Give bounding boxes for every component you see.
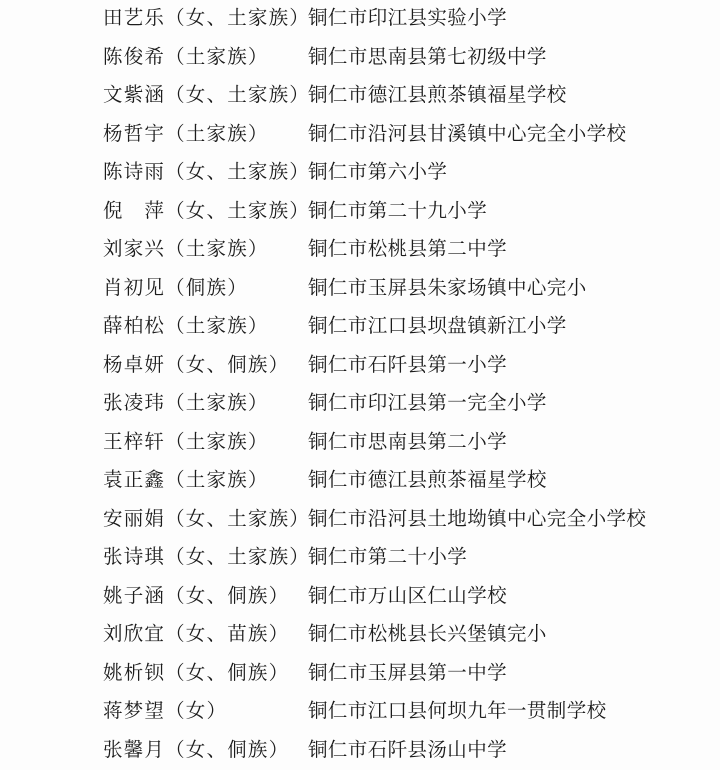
list-item bbox=[0, 462, 720, 501]
list-item bbox=[0, 578, 720, 617]
student-name: 田艺乐（女、土家族） bbox=[103, 6, 311, 29]
list-item bbox=[0, 539, 720, 578]
school-name: 铜仁市松桃县长兴堡镇完小 bbox=[308, 622, 547, 645]
list-item bbox=[0, 308, 720, 347]
list-item bbox=[0, 116, 720, 155]
school-name: 铜仁市江口县坝盘镇新江小学 bbox=[308, 314, 567, 337]
student-name: 刘欣宜（女、苗族） bbox=[103, 622, 290, 645]
student-name: 杨卓妍（女、侗族） bbox=[103, 352, 290, 376]
student-name: 姚子涵（女、侗族） bbox=[103, 583, 290, 607]
list-item bbox=[0, 193, 720, 232]
student-name: 倪 萍（女、土家族） bbox=[103, 198, 311, 222]
school-name: 铜仁市德江县煎茶福星学校 bbox=[308, 468, 547, 491]
list-item bbox=[0, 154, 720, 193]
student-name: 袁正鑫（土家族） bbox=[103, 468, 269, 491]
student-name: 张凌玮（土家族） bbox=[103, 391, 269, 414]
list-item bbox=[0, 732, 720, 771]
school-name: 铜仁市石阡县汤山中学 bbox=[308, 737, 508, 761]
list-item bbox=[0, 39, 720, 78]
list-item bbox=[0, 501, 720, 540]
list-item bbox=[0, 616, 720, 655]
school-name: 铜仁市松桃县第二中学 bbox=[308, 237, 508, 260]
school-name: 铜仁市玉屏县第一中学 bbox=[308, 660, 508, 684]
school-name: 铜仁市石阡县第一小学 bbox=[308, 352, 508, 376]
school-name: 铜仁市第二十小学 bbox=[308, 545, 468, 568]
list-item bbox=[0, 77, 720, 116]
student-name: 陈俊希（土家族） bbox=[103, 44, 269, 68]
school-name: 铜仁市万山区仁山学校 bbox=[308, 583, 508, 607]
student-name: 张馨月（女、侗族） bbox=[103, 737, 290, 761]
school-name: 铜仁市沿河县土地坳镇中心完全小学校 bbox=[308, 506, 647, 530]
student-name: 蒋梦望（女） bbox=[103, 699, 228, 722]
list-item bbox=[0, 0, 720, 39]
school-name: 铜仁市江口县何坝九年一贯制学校 bbox=[308, 699, 607, 722]
school-name: 铜仁市印江县实验小学 bbox=[308, 6, 508, 29]
school-name: 铜仁市德江县煎茶镇福星学校 bbox=[308, 83, 567, 106]
school-name: 铜仁市第六小学 bbox=[308, 160, 448, 183]
student-name: 陈诗雨（女、土家族） bbox=[103, 160, 311, 183]
student-name: 刘家兴（土家族） bbox=[103, 237, 269, 260]
school-name: 铜仁市思南县第二小学 bbox=[308, 429, 508, 453]
school-name: 铜仁市第二十九小学 bbox=[308, 198, 488, 222]
list-item bbox=[0, 693, 720, 732]
school-name: 铜仁市印江县第一完全小学 bbox=[308, 391, 547, 414]
list-item bbox=[0, 385, 720, 424]
student-name: 张诗琪（女、土家族） bbox=[103, 545, 311, 568]
student-name: 王梓轩（土家族） bbox=[103, 429, 269, 453]
list-item bbox=[0, 231, 720, 270]
list-item bbox=[0, 655, 720, 694]
list-item bbox=[0, 270, 720, 309]
student-name: 杨哲宇（土家族） bbox=[103, 121, 269, 145]
student-name: 安丽娟（女、土家族） bbox=[103, 506, 311, 530]
school-name: 铜仁市玉屏县朱家场镇中心完小 bbox=[308, 275, 587, 299]
student-name: 薛柏松（土家族） bbox=[103, 314, 269, 337]
student-name: 姚析钡（女、侗族） bbox=[103, 660, 290, 684]
student-name: 文紫涵（女、土家族） bbox=[103, 83, 311, 106]
student-name: 肖初见（侗族） bbox=[103, 275, 248, 299]
school-name: 铜仁市沿河县甘溪镇中心完全小学校 bbox=[308, 121, 627, 145]
list-item bbox=[0, 347, 720, 386]
school-name: 铜仁市思南县第七初级中学 bbox=[308, 44, 547, 68]
list-item bbox=[0, 424, 720, 463]
